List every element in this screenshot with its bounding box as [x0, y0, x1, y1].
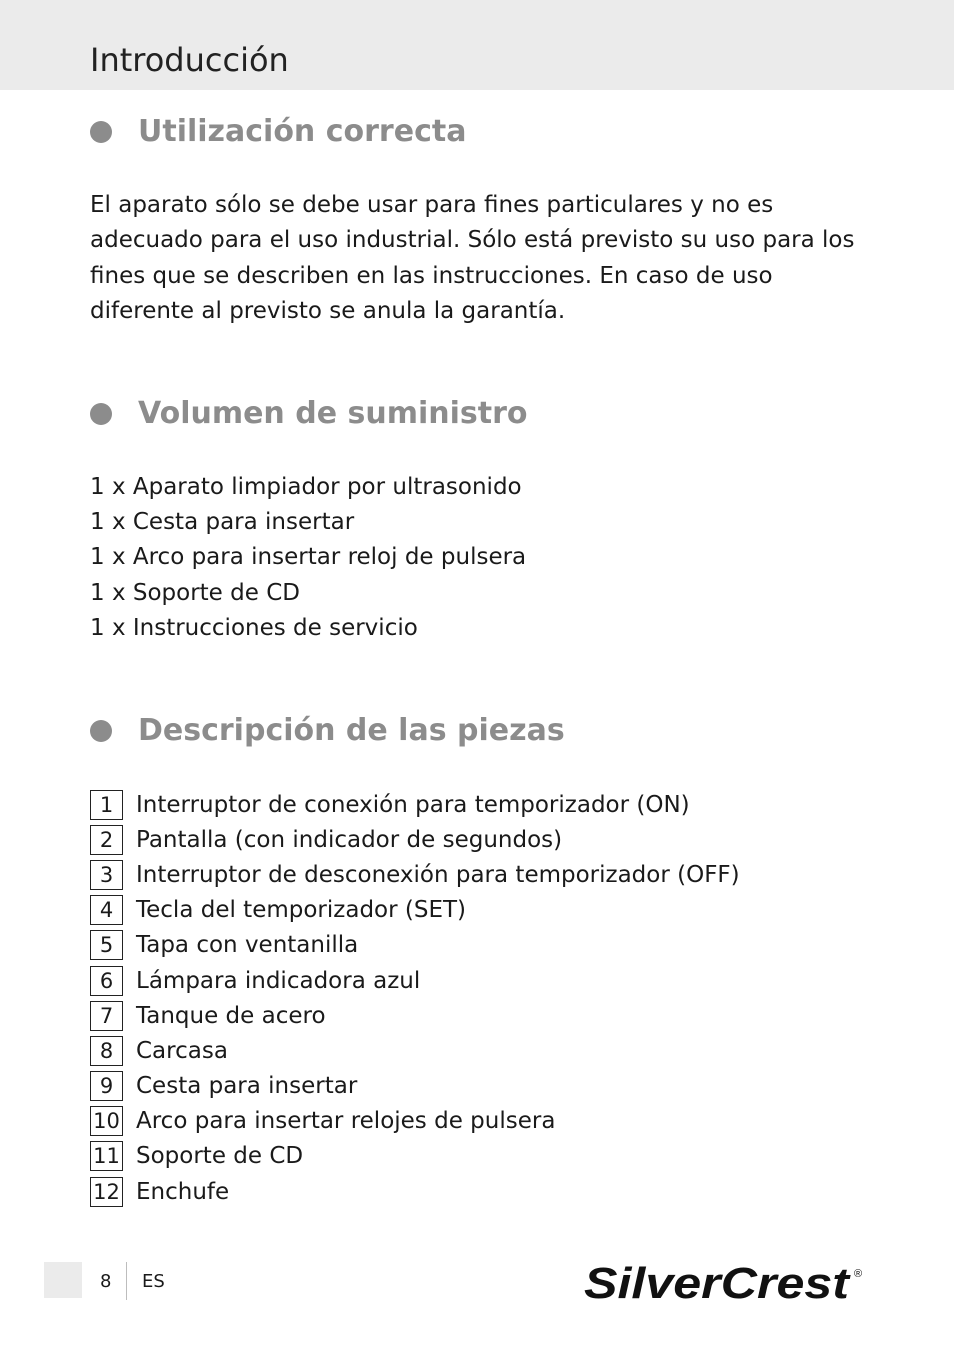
part-number-box: 9 — [90, 1071, 123, 1101]
part-number-box: 7 — [90, 1001, 123, 1031]
language-code: ES — [142, 1271, 165, 1292]
section-heading-parts — [90, 711, 565, 751]
list-item: 1 x Cesta para insertar — [90, 509, 355, 536]
list-item — [90, 893, 740, 928]
list-item: 1 x Soporte de CD — [90, 579, 300, 606]
list-item: 1 x Arco para insertar reloj de pulsera — [90, 544, 527, 571]
correct-use-paragraph: El aparato sólo se debe usar para fines particulares y no es adecuado para el uso industrial. Sólo está previsto su uso para los fines que se describen en las instrucciones. En caso de uso diferente al previsto se anula la garantía. — [90, 192, 855, 324]
part-label: Cesta para insertar — [136, 1073, 358, 1100]
list-item: 1 x Aparato limpiador por ultrasonido — [90, 474, 522, 500]
part-label: Tanque de acero — [136, 1002, 326, 1029]
section-heading-correct-use — [90, 112, 466, 152]
list-item — [90, 857, 740, 892]
part-label: Tapa con ventanilla — [136, 932, 359, 959]
part-number-box: 6 — [90, 966, 123, 996]
part-number-box: 5 — [90, 930, 123, 960]
section-heading-text: Volumen de suministro — [138, 396, 528, 431]
list-item — [90, 1033, 740, 1068]
bullet-icon — [90, 121, 112, 143]
part-label: Arco para insertar relojes de pulsera — [136, 1108, 556, 1135]
list-item — [90, 998, 740, 1033]
bullet-icon — [90, 403, 112, 425]
list-item — [90, 928, 740, 963]
part-number-box: 11 — [90, 1141, 123, 1171]
part-number-box: 10 — [90, 1106, 123, 1136]
registered-mark: ® — [854, 1268, 863, 1280]
supply-list — [90, 470, 526, 646]
page-number: 8 — [100, 1271, 112, 1292]
part-label: Interruptor de conexión para temporizador (ON) — [136, 791, 690, 818]
list-item — [90, 963, 740, 998]
page-title: Introducción — [90, 41, 289, 79]
brand-name: SilverCrest — [584, 1259, 852, 1305]
part-number-box: 1 — [90, 790, 123, 820]
part-number-box: 8 — [90, 1036, 123, 1066]
part-label: Tecla del temporizador (SET) — [136, 897, 467, 924]
list-item — [90, 1104, 740, 1139]
footer-divider — [126, 1262, 127, 1300]
section-heading-text: Utilización correcta — [138, 114, 467, 149]
part-label: Enchufe — [136, 1178, 230, 1205]
list-item: 1 x Instrucciones de servicio — [90, 614, 418, 641]
part-label: Interruptor de desconexión para temporizador (OFF) — [136, 861, 740, 888]
parts-list — [90, 787, 740, 1209]
list-item — [90, 1069, 740, 1104]
list-item — [90, 1139, 740, 1174]
part-label: Lámpara indicadora azul — [136, 967, 421, 994]
part-label: Soporte de CD — [136, 1143, 304, 1170]
part-label: Pantalla (con indicador de segundos) — [136, 826, 563, 853]
section-heading-text: Descripción de las piezas — [138, 713, 565, 748]
list-item — [90, 787, 740, 822]
part-number-box: 3 — [90, 860, 123, 890]
list-item — [90, 822, 740, 857]
part-number-box: 4 — [90, 895, 123, 925]
footer-tab-box — [44, 1262, 82, 1298]
bullet-icon — [90, 720, 112, 742]
list-item — [90, 1174, 740, 1209]
part-label: Carcasa — [136, 1037, 228, 1064]
part-number-box: 12 — [90, 1177, 123, 1207]
section-heading-supply — [90, 394, 528, 434]
part-number-box: 2 — [90, 825, 123, 855]
silvercrest-logo — [584, 1259, 866, 1305]
